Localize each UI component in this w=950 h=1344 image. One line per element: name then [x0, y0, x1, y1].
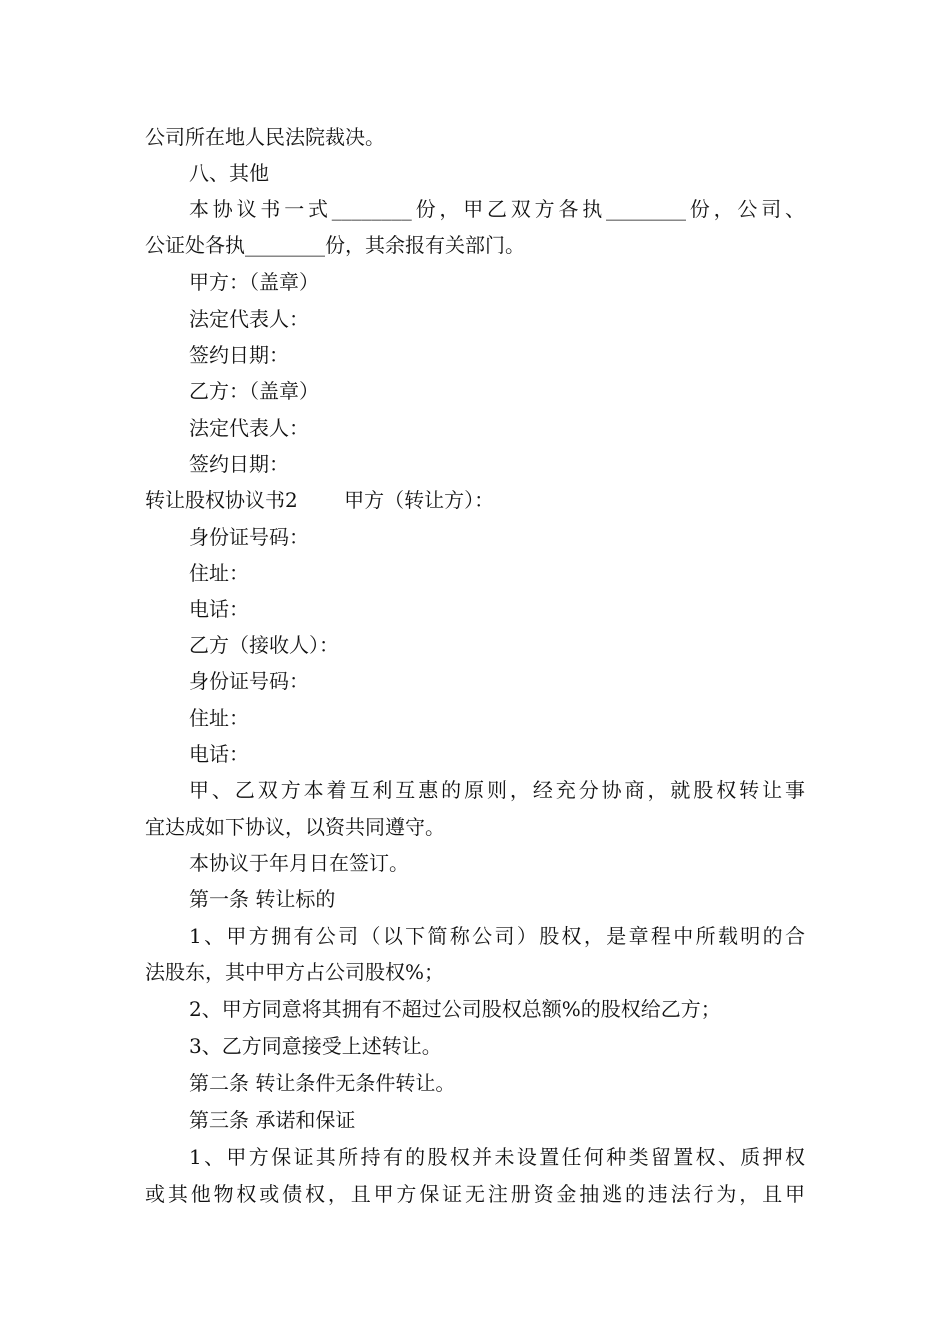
party-field: 电话：	[189, 597, 249, 621]
signature-field: 法定代表人：	[189, 416, 309, 440]
text-line: 法股东，其中甲方占公司股权%；	[145, 960, 445, 984]
document-title: 转让股权协议书2 甲方（转让方）：	[145, 488, 495, 512]
party-field: 住址：	[189, 706, 249, 730]
party-field: 身份证号码：	[189, 525, 309, 549]
text-line: 本协议书一式________份，甲乙双方各执________份，公司、	[189, 197, 805, 221]
signature-field: 签约日期：	[189, 452, 289, 476]
text-line: 1、甲方拥有公司（以下简称公司）股权，是章程中所载明的合	[189, 924, 805, 948]
text-line: 公证处各执________份，其余报有关部门。	[145, 233, 525, 257]
text-line: 宜达成如下协议，以资共同遵守。	[145, 815, 445, 839]
signature-field: 签约日期：	[189, 343, 289, 367]
text-line: 或其他物权或债权，且甲方保证无注册资金抽逃的违法行为，且甲	[145, 1182, 805, 1206]
section-heading: 八、其他	[189, 161, 269, 185]
article-heading: 第二条 转让条件无条件转让。	[189, 1071, 456, 1095]
text-line: 本协议于年月日在签订。	[189, 851, 409, 875]
article-heading: 第三条 承诺和保证	[189, 1108, 356, 1132]
text-line: 甲、乙双方本着互利互惠的原则，经充分协商，就股权转让事	[189, 778, 805, 802]
signature-field: 甲方：（盖章）	[189, 270, 319, 294]
text-line: 1、甲方保证其所持有的股权并未设置任何种类留置权、质押权	[189, 1145, 805, 1169]
signature-field: 乙方：（盖章）	[189, 379, 319, 403]
party-field: 电话：	[189, 742, 249, 766]
party-field: 身份证号码：	[189, 669, 309, 693]
text-line: 3、乙方同意接受上述转让。	[189, 1034, 442, 1058]
article-heading: 第一条 转让标的	[189, 887, 336, 911]
text-line: 2、甲方同意将其拥有不超过公司股权总额%的股权给乙方；	[189, 997, 721, 1021]
text-line: 公司所在地人民法院裁决。	[145, 125, 385, 149]
party-field: 乙方（接收人）：	[189, 633, 339, 657]
party-field: 住址：	[189, 561, 249, 585]
signature-field: 法定代表人：	[189, 307, 309, 331]
